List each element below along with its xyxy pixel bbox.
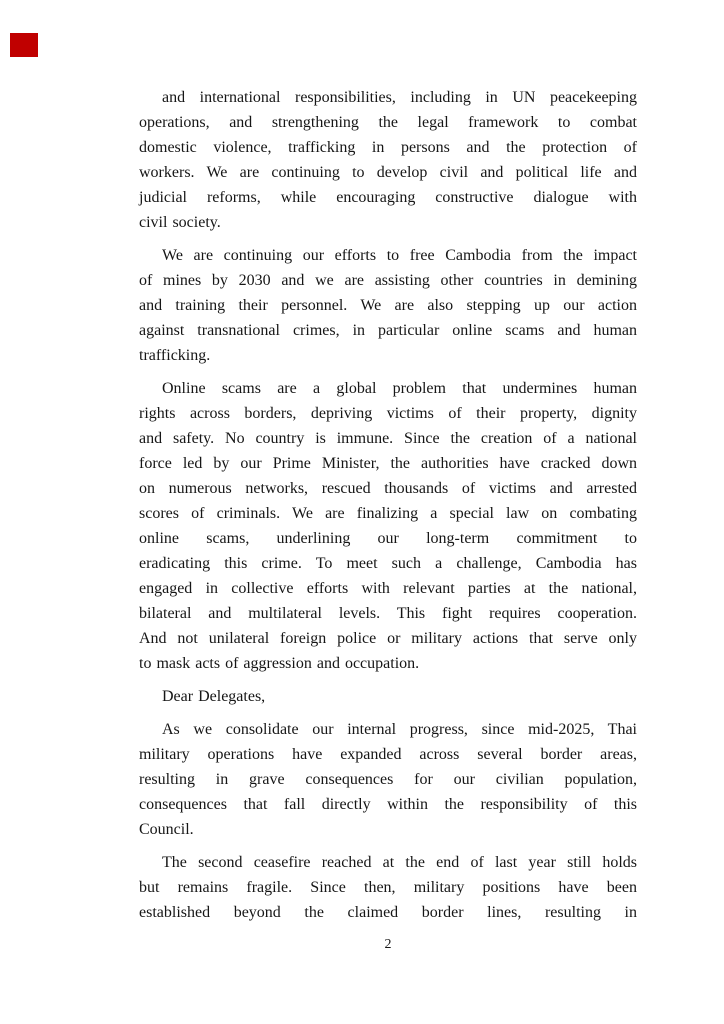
text-line: Online scams are a global problem that undermines human <box>162 380 637 397</box>
text-line: As we consolidate our internal progress, since mid-2025, Thai <box>162 721 637 738</box>
text-line: Council. <box>139 821 194 838</box>
text-line: consequences that fall directly within the responsibility of this <box>139 796 637 813</box>
text-line: eradicating this crime. To meet such a challenge, Cambodia has <box>139 555 637 572</box>
text-line: resulting in grave consequences for our civilian population, <box>139 771 637 788</box>
text-line: to mask acts of aggression and occupation. <box>139 655 420 672</box>
text-line: on numerous networks, rescued thousands of victims and arrested <box>139 480 637 497</box>
paragraph <box>139 717 637 842</box>
text-line: engaged in collective efforts with relevant parties at the national, <box>139 580 637 597</box>
text-line: and international responsibilities, including in UN peacekeeping <box>162 89 637 106</box>
text-line: but remains fragile. Since then, military positions have been <box>139 879 637 896</box>
paragraph <box>139 243 637 368</box>
text-line: bilateral and multilateral levels. This fight requires cooperation. <box>139 605 637 622</box>
text-line: online scams, underlining our long-term commitment to <box>139 530 637 547</box>
text-line: judicial reforms, while encouraging constructive dialogue with <box>139 189 637 206</box>
red-marker <box>10 33 38 57</box>
text-line: domestic violence, trafficking in persons and the protection of <box>139 139 637 156</box>
text-line: against transnational crimes, in particular online scams and human <box>139 322 637 339</box>
text-line: civil society. <box>139 214 221 231</box>
text-line: and safety. No country is immune. Since the creation of a national <box>139 430 637 447</box>
text-line: And not unilateral foreign police or military actions that serve only <box>139 630 637 647</box>
paragraph <box>139 85 637 235</box>
paragraph <box>139 376 637 676</box>
text-line: of mines by 2030 and we are assisting other countries in demining <box>139 272 637 289</box>
text-line: The second ceasefire reached at the end of last year still holds <box>162 854 637 871</box>
text-line: force led by our Prime Minister, the authorities have cracked down <box>139 455 637 472</box>
text-line: military operations have expanded across several border areas, <box>139 746 637 763</box>
paragraph <box>139 850 637 925</box>
text-line: operations, and strengthening the legal framework to combat <box>139 114 637 131</box>
page-number: 2 <box>384 937 392 952</box>
text-line: and training their personnel. We are also stepping up our action <box>139 297 637 314</box>
text-line: established beyond the claimed border lines, resulting in <box>139 904 637 921</box>
text-line: workers. We are continuing to develop civil and political life and <box>139 164 637 181</box>
document-body <box>139 85 637 933</box>
text-line: rights across borders, depriving victims of their property, dignity <box>139 405 637 422</box>
text-line: We are continuing our efforts to free Cambodia from the impact <box>162 247 637 264</box>
text-line: trafficking. <box>139 347 211 364</box>
paragraph-salutation <box>139 684 637 709</box>
text-line: scores of criminals. We are finalizing a special law on combating <box>139 505 637 522</box>
text-line: Dear Delegates, <box>162 688 266 705</box>
